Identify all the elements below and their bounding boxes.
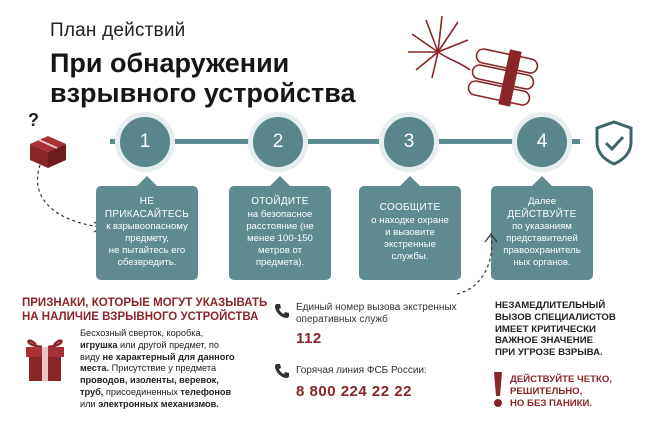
- step-3-line-1: СООБЩИТЕ: [379, 202, 441, 214]
- title-line-2: взрывного устройства: [50, 78, 356, 108]
- page-title: [50, 48, 356, 108]
- signs-text-6a: труб,: [80, 386, 104, 397]
- signs-text-4b: Присутствие у предмета: [109, 363, 217, 374]
- step-1-line-5: не пытайтесь его: [108, 245, 186, 257]
- signs-text-line-5: [80, 375, 260, 387]
- signs-text-4a: места.: [80, 363, 110, 374]
- signs-text-6b: присоединенных: [103, 386, 181, 397]
- step-4-line-3: по указаниям: [512, 220, 572, 232]
- fsb-label: Горячая линия ФСБ России:: [296, 365, 427, 376]
- step-2-line-4: менее 100-150: [247, 233, 313, 244]
- act-line-1: ДЕЙСТВУЙТЕ ЧЕТКО,: [510, 374, 613, 385]
- step-box-4: [491, 186, 593, 280]
- step-circle-1: 1: [115, 112, 175, 172]
- urgent-line-3: ИМЕЕТ КРИТИЧЕСКИ: [495, 323, 596, 335]
- urgent-line-5: ПРИ УГРОЗЕ ВЗРЫВА.: [495, 347, 603, 359]
- step-1-line-1: НЕ: [139, 196, 155, 208]
- signs-text-6c: телефонов: [180, 386, 232, 397]
- urgent-note: [495, 300, 655, 359]
- signs-title-line-2: НА НАЛИЧИЕ ВЗРЫВНОГО УСТРОЙСТВА: [22, 310, 259, 323]
- timeline-line: [110, 139, 580, 144]
- svg-text:?: ?: [28, 110, 39, 130]
- step-3-line-2: о находке охране: [371, 214, 449, 226]
- step-2-line-3: расстояние (не: [246, 220, 314, 232]
- act-line-3: НО БЕЗ ПАНИКИ.: [510, 397, 593, 409]
- step-2-line-6: предмета).: [255, 257, 305, 269]
- step-1-line-6: обезвредить.: [117, 257, 177, 269]
- emergency-label-line-2: оперативных служб: [296, 314, 388, 325]
- step-box-2: [229, 186, 331, 280]
- signs-text-line-4: [80, 363, 260, 375]
- signs-text-7b: электронных механизмов.: [98, 398, 219, 409]
- signs-text-3b: не характерный для данного: [102, 351, 235, 362]
- step-1-line-3: к взрывоопасному: [106, 220, 188, 232]
- step-circle-3: 3: [379, 112, 439, 172]
- step-4-line-2: ДЕЙСТВУЙТЕ: [507, 208, 577, 220]
- step-box-1: [96, 186, 198, 280]
- step-1-line-4: предмету,: [125, 233, 169, 244]
- step-2-line-2: на безопасное: [247, 208, 313, 220]
- signs-description: [80, 328, 260, 411]
- urgent-line-2: ВЫЗОВ СПЕЦИАЛИСТОВ: [495, 311, 616, 323]
- dashed-arrow-right: [455, 230, 505, 300]
- signs-text-2b: или другой предмет, по: [117, 339, 219, 350]
- step-4-line-6: ных органов.: [513, 257, 571, 269]
- signs-text-2a: игрушка: [80, 339, 118, 350]
- dynamite-icon: [398, 12, 558, 117]
- signs-text-3a: виду: [80, 351, 103, 362]
- signs-title-line-1: ПРИЗНАКИ, КОТОРЫЕ МОГУТ УКАЗЫВАТЬ: [22, 297, 268, 309]
- fsb-number[interactable]: 8 800 224 22 22: [296, 383, 412, 400]
- phone-icon: [274, 363, 290, 379]
- box-question-icon: [20, 108, 70, 168]
- emergency-label: [296, 302, 457, 326]
- signs-text-line-1: Бесхозный сверток, коробка,: [80, 328, 204, 338]
- step-4-line-1: Далее: [527, 196, 557, 208]
- shield-check-icon: [594, 120, 634, 166]
- signs-text-line-2: [80, 340, 260, 352]
- signs-text-line-7: [80, 399, 260, 411]
- signs-text-line-6: [80, 387, 260, 399]
- signs-text-5: проводов, изоленты, веревок,: [80, 375, 219, 386]
- exclamation-icon: [492, 372, 504, 408]
- urgent-line-4: ВАЖНОЕ ЗНАЧЕНИЕ: [495, 335, 594, 347]
- gift-box-icon: [20, 333, 70, 383]
- title-line-1: При обнаружении: [50, 48, 290, 78]
- step-circle-2: 2: [248, 112, 308, 172]
- urgent-line-1: НЕЗАМЕДЛИТЕЛЬНЫЙ: [495, 300, 606, 311]
- step-box-3: [359, 186, 461, 280]
- step-1-line-2: ПРИКАСАЙТЕСЬ: [104, 208, 190, 220]
- step-2-line-1: ОТОЙДИТЕ: [251, 196, 309, 208]
- emergency-label-line-1: Единый номер вызова экстренных: [296, 302, 457, 313]
- signs-text-line-3: [80, 352, 260, 364]
- step-2-line-5: метров от: [258, 245, 302, 257]
- step-3-line-3: и вызовите: [385, 226, 435, 238]
- phone-icon: [274, 303, 290, 319]
- step-circle-4: 4: [512, 112, 572, 172]
- step-3-line-5: службы.: [391, 251, 429, 263]
- step-4-line-5: правоохранитель: [503, 245, 581, 257]
- signs-text-7a: или: [80, 398, 99, 409]
- pre-title: План действий: [50, 20, 186, 41]
- step-4-line-4: представителей: [506, 233, 578, 244]
- act-line-2: РЕШИТЕЛЬНО,: [510, 385, 583, 397]
- step-3-line-4: экстренные: [384, 239, 436, 251]
- emergency-number[interactable]: 112: [296, 330, 322, 347]
- act-note: [510, 374, 650, 409]
